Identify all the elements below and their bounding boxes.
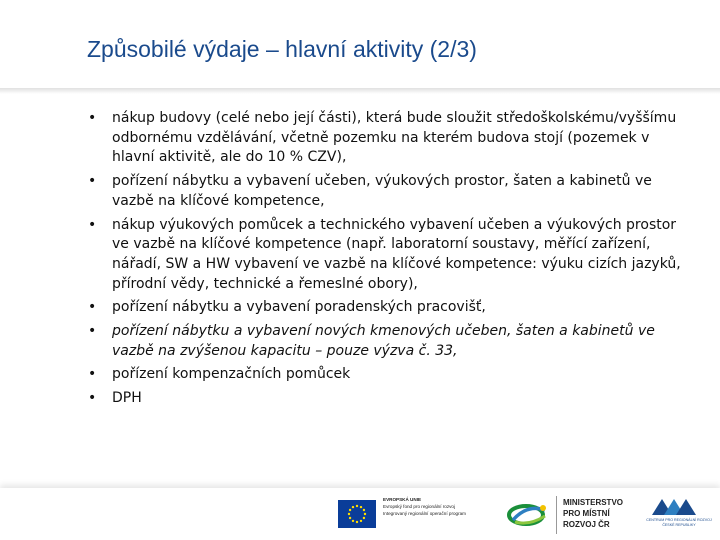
eu-star	[363, 509, 365, 511]
eu-star	[356, 505, 358, 507]
bullet-text: nákup výukových pomůcek a technického vybavení učeben a výukových prostor ve vazbě na klíčové kompetence (např. laboratorní soustavy, měřící zařízení, nářadí, SW a HW vybavení ve vazbě na klíčové kompetence: výuku cizích jazyků, přírodní vědy, technické a řemeslné obory),	[112, 216, 681, 292]
crr-line2: ČESKÉ REPUBLIKY	[662, 522, 696, 527]
bullet-dot: •	[88, 366, 97, 383]
ministry-line2: PRO MÍSTNÍ	[563, 509, 610, 518]
blue-triangles-logo	[642, 497, 716, 537]
eu-star	[352, 520, 354, 522]
eu-star	[352, 506, 354, 508]
green-blue-swoosh-logo	[505, 500, 551, 528]
bullet-dot: •	[88, 390, 97, 407]
bullet-text: pořízení nábytku a vybavení učeben, výukových prostor, šaten a kabinetů ve vazbě na klíčové kompetence,	[112, 173, 652, 209]
bullet-text: pořízení nábytku a vybavení nových kmenových učeben, šaten a kabinetů ve vazbě na zvýšenou kapacitu – pouze výzva č. 33,	[112, 323, 655, 359]
ministry-line3: ROZVOJ ČR	[563, 520, 610, 529]
bullet-item	[88, 298, 688, 318]
eu-star	[360, 506, 362, 508]
crr-logo-text	[642, 518, 716, 527]
eu-logo-text	[383, 496, 501, 517]
bullet-item	[88, 109, 688, 168]
bullet-text: DPH	[112, 390, 142, 407]
slide-title: Způsobilé výdaje – hlavní aktivity (2/3)	[87, 36, 477, 62]
eu-star	[364, 513, 366, 515]
eu-star	[360, 520, 362, 522]
eu-star	[348, 513, 350, 515]
bullet-item	[88, 216, 688, 295]
bullet-dot: •	[88, 110, 97, 126]
bullet-dot: •	[88, 216, 97, 233]
eu-star	[356, 521, 358, 523]
bullet-text: pořízení nábytku a vybavení poradenských pracovišť,	[112, 299, 486, 316]
logo-separator	[556, 496, 557, 534]
eu-logo-line1: EVROPSKÁ UNIE	[383, 497, 422, 502]
bullet-item	[88, 389, 688, 409]
bullet-dot: •	[88, 299, 97, 316]
eu-star	[349, 517, 351, 519]
bullet-text: nákup budovy (celé nebo její části), která bude sloužit středoškolskému/vyššímu odbornému vzdělávání, včetně pozemku na kterém budova stojí (pozemek v hlavní aktivitě, ale do 10 % CZV),	[112, 110, 677, 166]
crr-line1: CENTRUM PRO REGIONÁLNÍ ROZVOJ	[646, 518, 712, 522]
eu-logo-line2: Evropský fond pro regionální rozvoj	[383, 504, 456, 509]
eu-flag-icon	[338, 500, 376, 528]
bullet-dot: •	[88, 173, 97, 190]
bullet-item	[88, 365, 688, 385]
bullet-item	[88, 322, 688, 361]
title-divider	[0, 88, 720, 94]
bullet-dot: •	[88, 323, 97, 340]
ministry-line1: MINISTERSTVO	[563, 498, 624, 507]
ministry-logo-text	[563, 497, 633, 530]
eu-star	[363, 517, 365, 519]
eu-star	[349, 509, 351, 511]
bullet-text: pořízení kompenzačních pomůcek	[112, 366, 351, 383]
eu-logo-line3: Integrovaný regionální operační program	[383, 511, 466, 516]
bullet-item	[88, 172, 688, 211]
bullet-list	[88, 109, 688, 413]
